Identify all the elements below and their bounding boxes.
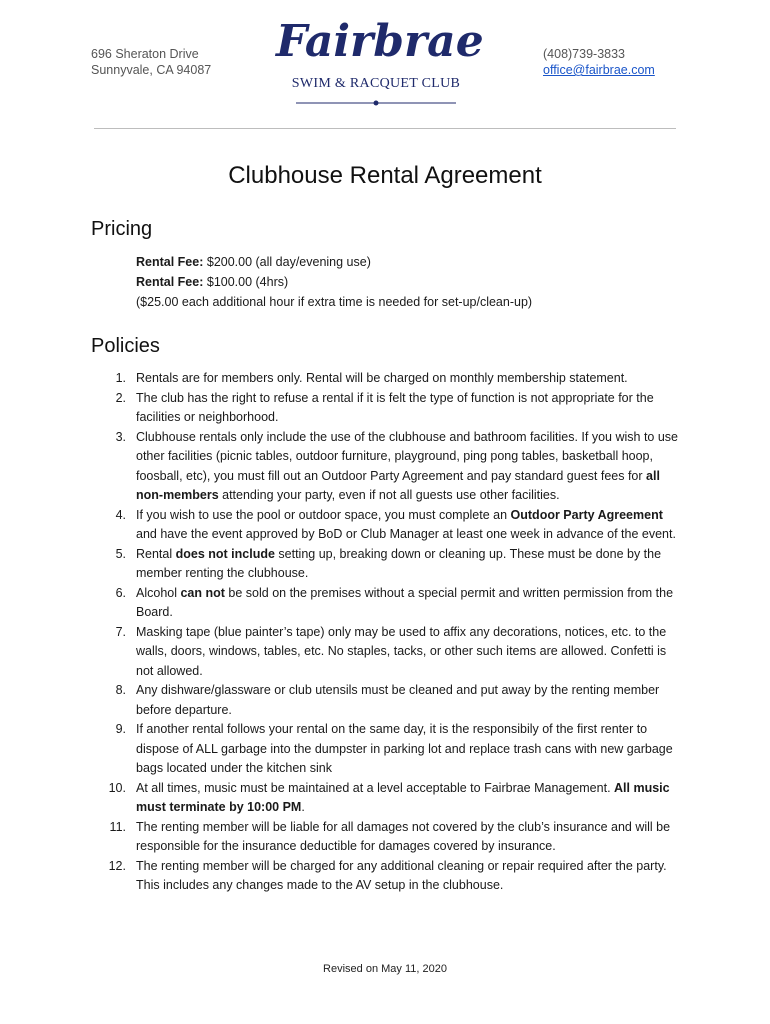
pricing-note: ($25.00 each additional hour if extra time is needed for set-up/clean-up) xyxy=(136,295,533,309)
policies-list xyxy=(91,369,681,896)
pricing-heading: Pricing xyxy=(91,218,153,240)
policy-item xyxy=(91,545,681,584)
policy-emphasis: All music must terminate by 10:00 PM xyxy=(136,780,670,814)
club-address xyxy=(91,46,211,78)
policy-text: The club has the right to refuse a rental if it is felt the type of function is not appropriate for the facilities or neighborhood. xyxy=(136,390,654,424)
logo-script: Fairbrae xyxy=(276,16,484,67)
header-divider xyxy=(94,128,676,129)
policy-text: Any dishware/glassware or club utensils must be cleaned and put away by the renting member before departure. xyxy=(136,683,660,717)
policy-emphasis: does not include xyxy=(175,546,275,561)
policy-text: If you wish to use the pool or outdoor space, you must complete an xyxy=(136,507,511,522)
policy-text: The renting member will be liable for all damages not covered by the club’s insurance and will be responsible for the insurance deductible for damages covered by insurance. xyxy=(136,819,671,853)
policy-number: 1. xyxy=(115,371,126,385)
address-line-2: Sunnyvale, CA 94087 xyxy=(91,63,212,77)
revision-date: Revised on May 11, 2020 xyxy=(323,963,447,975)
policy-text: Alcohol xyxy=(136,585,181,600)
policies-heading: Policies xyxy=(91,335,160,357)
page-title: Clubhouse Rental Agreement xyxy=(228,162,542,189)
pricing-section xyxy=(136,252,532,312)
logo-subtitle: SWIM & RACQUET CLUB xyxy=(291,76,461,91)
policy-number: 9. xyxy=(115,722,126,736)
policy-text: be sold on the premises without a special permit and written permission from the Board. xyxy=(136,585,674,619)
policy-number: 2. xyxy=(115,390,126,405)
policy-emphasis: all non-members xyxy=(136,468,660,502)
policy-text: setting up, breaking down or cleaning up. These must be done by the member renting the clubhouse. xyxy=(136,546,662,580)
club-logo xyxy=(276,14,484,109)
policy-item xyxy=(91,681,681,720)
policy-text: Rental xyxy=(136,546,176,561)
policy-text: At all times, music must be maintained at a level acceptable to Fairbrae Management. xyxy=(136,780,615,795)
policy-number: 11. xyxy=(109,819,126,834)
policy-text: If another rental follows your rental on the same day, it is the responsibily of the first renter to dispose of ALL garbage into the dumpster in parking lot and replace trash cans with new garbage bags located under the kitchen sink xyxy=(136,722,673,775)
club-contact xyxy=(543,46,655,78)
policy-item xyxy=(91,779,681,818)
policy-text: attending your party, even if not all guests use other facilities. xyxy=(218,488,560,502)
policy-item xyxy=(91,818,681,857)
policy-item xyxy=(91,857,681,896)
fee-value-2: $100.00 (4hrs) xyxy=(203,275,289,289)
policy-number: 10. xyxy=(108,780,126,795)
policy-emphasis: can not xyxy=(180,585,225,600)
fee-label-2: Rental Fee: xyxy=(136,275,204,289)
policy-number: 8. xyxy=(115,683,126,697)
policy-text: and have the event approved by BoD or Club Manager at least one week in advance of the event. xyxy=(136,527,676,541)
logo-ornament-icon xyxy=(276,98,476,108)
policy-item xyxy=(91,720,681,779)
policy-text: Masking tape (blue painter’s tape) only may be used to affix any decorations, notices, etc. to the walls, doors, windows, tables, etc. No staples, tacks, or other such items are allowed. Confetti is not allowed. xyxy=(136,624,667,678)
policy-text: Clubhouse rentals only include the use of the clubhouse and bathroom facilities. If you wish to use other facilities (picnic tables, outdoor furniture, playground, ping pong tables, basketball hoop, foosball, etc), you must fill out an Outdoor Party Agreement and pay standard guest fees for xyxy=(136,429,678,483)
policy-text: . xyxy=(301,800,305,814)
policy-item xyxy=(91,623,681,682)
policy-text: The renting member will be charged for any additional cleaning or repair required after the party. This includes any changes made to the AV setup in the clubhouse. xyxy=(136,858,667,892)
phone-number: (408)739-3833 xyxy=(543,47,626,61)
policy-text: Rentals are for members only. Rental will be charged on monthly membership statement. xyxy=(136,371,628,385)
policy-number: 7. xyxy=(115,624,126,639)
fee-value-1: $200.00 (all day/evening use) xyxy=(203,255,371,269)
policy-item xyxy=(91,428,681,506)
policy-number: 12. xyxy=(108,858,126,873)
policy-emphasis: Outdoor Party Agreement xyxy=(510,507,663,522)
email-link[interactable]: office@fairbrae.com xyxy=(543,63,655,77)
policy-number: 5. xyxy=(115,546,126,561)
policy-number: 6. xyxy=(115,585,126,600)
policy-item xyxy=(91,584,681,623)
policy-number: 3. xyxy=(115,429,126,444)
pricing-line-1 xyxy=(136,252,532,272)
policy-item xyxy=(91,369,681,389)
policy-item xyxy=(91,389,681,428)
policy-item xyxy=(91,506,681,545)
fee-label-1: Rental Fee: xyxy=(136,255,204,269)
policy-number: 4. xyxy=(115,507,126,522)
address-line-1: 696 Sheraton Drive xyxy=(91,47,199,61)
pricing-line-2 xyxy=(136,272,532,292)
